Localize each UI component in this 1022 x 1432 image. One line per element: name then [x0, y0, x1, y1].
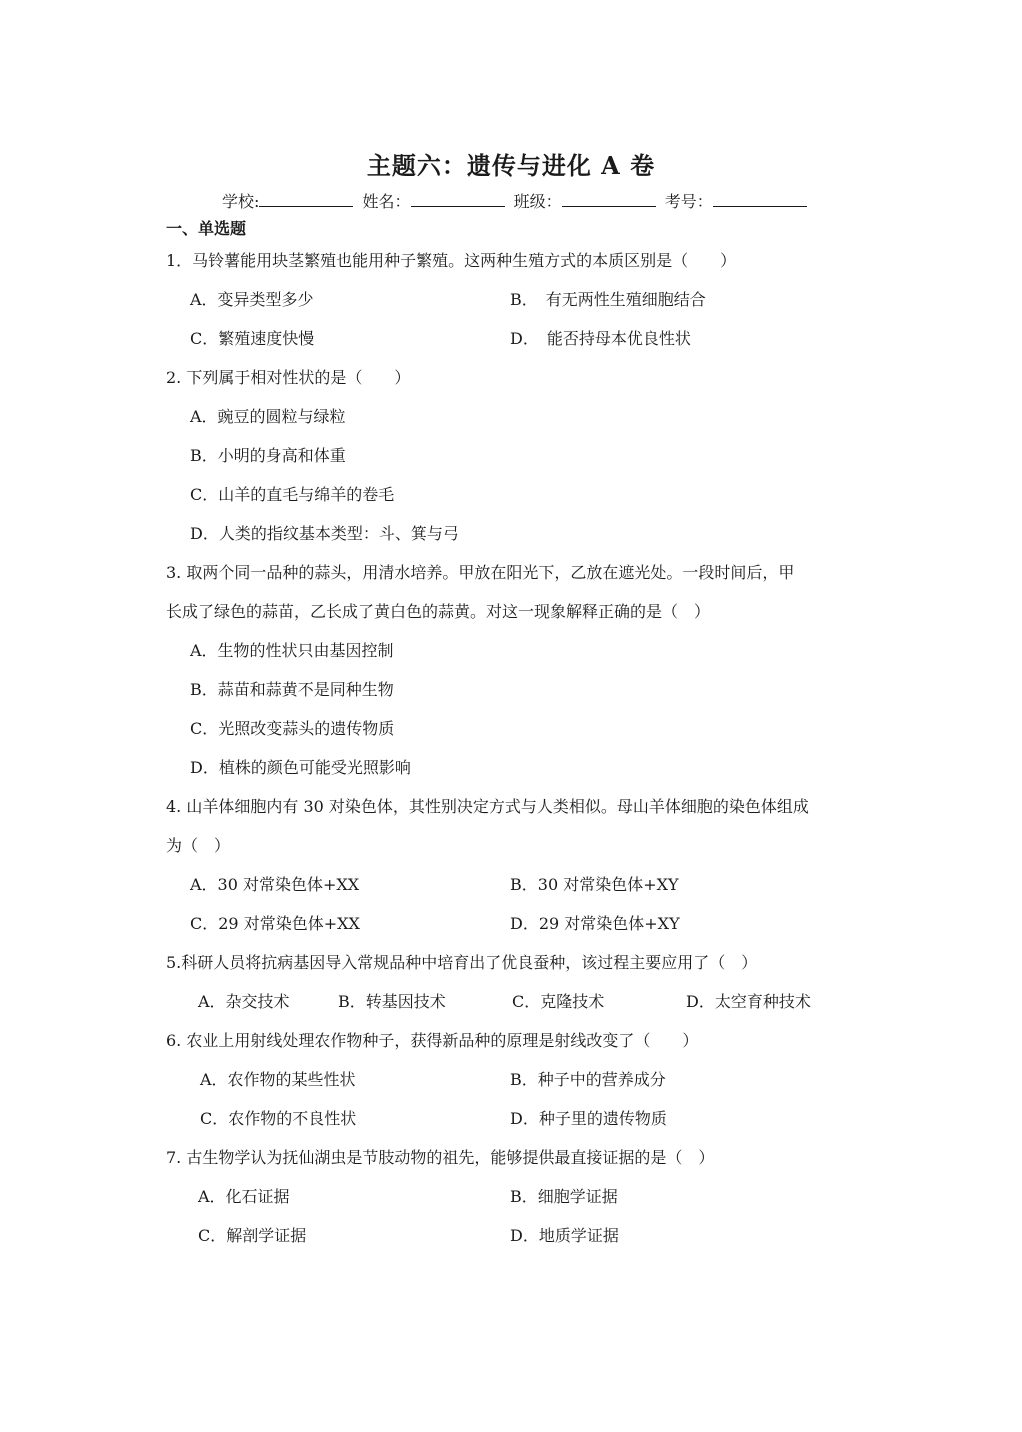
exam-no-label: 考号： [664, 192, 713, 211]
exam-no-blank [713, 192, 807, 207]
question-3-option-a: A．生物的性状只由基因控制 [190, 641, 394, 660]
question-5-option-a: A．杂交技术 [198, 992, 290, 1011]
question-2-option-b: B．小明的身高和体重 [190, 446, 346, 465]
question-4-option-d: D．29 对常染色体+XY [510, 914, 680, 933]
question-7-option-d: D．地质学证据 [510, 1226, 619, 1245]
question-3-option-c: C．光照改变蒜头的遗传物质 [190, 719, 395, 738]
question-5-option-c: C．克隆技术 [512, 992, 605, 1011]
question-3-stem-line1: 3. 取两个同一品种的蒜头，用清水培养。甲放在阳光下，乙放在遮光处。一段时间后，甲 [166, 563, 795, 582]
question-2-stem: 2. 下列属于相对性状的是（ ） [166, 368, 411, 387]
question-3-option-d: D．植株的颜色可能受光照影响 [190, 758, 411, 777]
school-blank [259, 192, 353, 207]
question-2-option-a: A．豌豆的圆粒与绿粒 [190, 407, 346, 426]
page-title: 主题六：遗传与进化 A 卷 [366, 151, 656, 180]
question-2-option-c: C．山羊的直毛与绵羊的卷毛 [190, 485, 395, 504]
question-7-option-a: A．化石证据 [198, 1187, 290, 1206]
question-6-option-d: D．种子里的遗传物质 [510, 1109, 667, 1128]
class-blank [562, 192, 656, 207]
question-7-stem: 7. 古生物学认为抚仙湖虫是节肢动物的祖先，能够提供最直接证据的是（ ） [166, 1148, 715, 1167]
question-6-option-b: B．种子中的营养成分 [510, 1070, 666, 1089]
section-heading: 一、单选题 [166, 219, 247, 238]
question-4-option-a: A．30 对常染色体+XX [190, 875, 360, 894]
question-7-option-b: B．细胞学证据 [510, 1187, 618, 1206]
question-4-stem-line2: 为（ ） [166, 836, 231, 855]
question-1-option-d: D． 能否持母本优良性状 [510, 329, 691, 348]
question-4-option-b: B．30 对常染色体+XY [510, 875, 679, 894]
question-5-option-b: B．转基因技术 [338, 992, 446, 1011]
question-7-option-c: C．解剖学证据 [198, 1226, 307, 1245]
name-blank [411, 192, 505, 207]
question-6-stem: 6. 农业上用射线处理农作物种子，获得新品种的原理是射线改变了（ ） [166, 1031, 699, 1050]
class-label: 班级： [513, 192, 562, 211]
question-1-option-c: C．繁殖速度快慢 [190, 329, 315, 348]
student-info-line [222, 189, 811, 212]
question-6-option-a: A．农作物的某些性状 [200, 1070, 356, 1089]
question-3-stem-line2: 长成了绿色的蒜苗，乙长成了黄白色的蒜黄。对这一现象解释正确的是（ ） [166, 602, 711, 621]
question-1-stem: 1．马铃薯能用块茎繁殖也能用种子繁殖。这两种生殖方式的本质区别是（ ） [166, 251, 737, 270]
question-4-option-c: C．29 对常染色体+XX [190, 914, 360, 933]
question-6-option-c: C．农作物的不良性状 [200, 1109, 357, 1128]
question-4-stem-line1: 4. 山羊体细胞内有 30 对染色体，其性别决定方式与人类相似。母山羊体细胞的染色体组成 [166, 797, 809, 816]
question-5-stem: 5.科研人员将抗病基因导入常规品种中培育出了优良蚕种，该过程主要应用了（ ） [166, 953, 758, 972]
question-1-option-a: A．变异类型多少 [190, 290, 314, 309]
question-3-option-b: B．蒜苗和蒜黄不是同种生物 [190, 680, 394, 699]
name-label: 姓名： [362, 192, 411, 211]
question-2-option-d: D．人类的指纹基本类型：斗、箕与弓 [190, 524, 459, 543]
question-5-option-d: D．太空育种技术 [686, 992, 811, 1011]
question-1-option-b: B． 有无两性生殖细胞结合 [510, 290, 706, 309]
school-label: 学校: [222, 192, 260, 211]
